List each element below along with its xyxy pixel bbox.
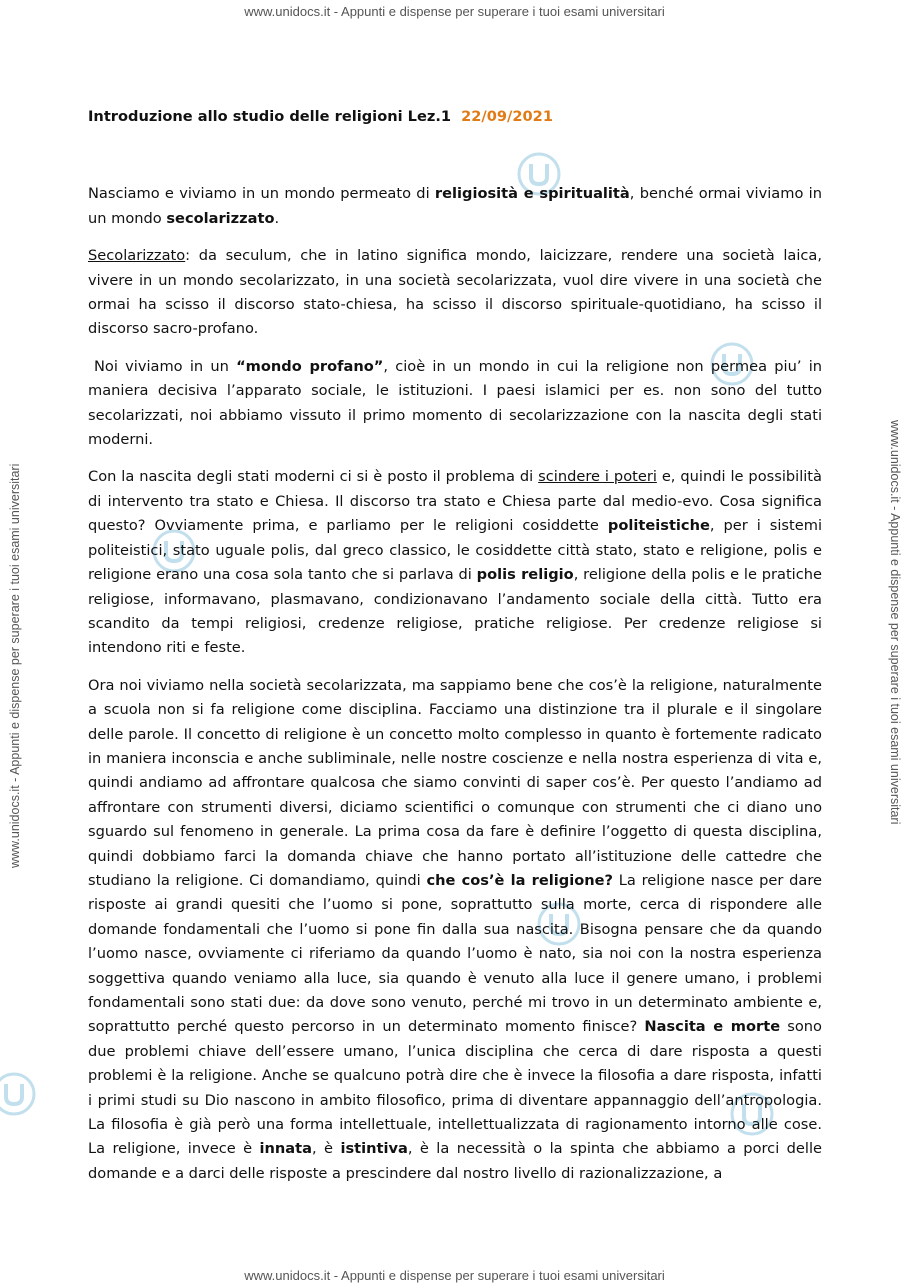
text-run: , religione della polis e le pratiche religiose, informavano, plasmavano, condizionavano l’andamento sociale della città. Tutto era scandito da tempi religiosi, credenze religiose, pratiche religiose. Per credenze religiose si intendono riti e feste. <box>88 566 822 657</box>
bold-run: politeistiche <box>607 517 710 535</box>
footer-banner: www.unidocs.it - Appunti e dispense per superare i tuoi esami universitari <box>244 1268 665 1283</box>
text-run: Ora noi viviamo nella società secolarizzata, ma sappiamo bene che cos’è la religione, naturalmente a scuola non si fa religione come disciplina. Facciamo una distinzione tra il plurale e il singolare delle parole. Il concetto di religione è un concetto molto complesso in quanto è fortemente radicato in maniera inconscia e anche subliminale, nelle nostre coscienze e nella nostra esperienza di vita e, quindi andiamo ad affrontare qualcosa che siamo convinti di saper cos’è. Per questo l’andiamo ad affrontare con strumenti diversi, diciamo scientifici o comunque con strumenti che ci diano uno sguardo sul fenomeno in generale. La prima cosa da fare è definire l’oggetto di questa disciplina, quindi dobbiamo farci la domanda chiave che hanno portato all’istituzione delle cattedre che studiano la religione. Ci domandiamo, quindi <box>88 676 822 889</box>
text-run: : da seculum, che in latino significa mondo, laicizzare, rendere una società laica, vivere in un mondo secolarizzato, in una società secolarizzata, vuol dire vivere in una società che ormai ha scisso il discorso stato-chiesa, ha scisso il discorso spirituale-quotidiano, ha scisso il discorso sacro-profano. <box>88 247 822 338</box>
bold-run: innata <box>259 1140 312 1158</box>
header-banner: www.unidocs.it - Appunti e dispense per superare i tuoi esami universitari <box>244 4 665 19</box>
bold-run: secolarizzato <box>166 209 275 227</box>
paragraph-2 <box>88 244 822 342</box>
bold-run: che cos’è la religione? <box>426 871 613 889</box>
text-run: , per i sistemi politeistici, stato uguale polis, dal greco classico, le cosiddette città stato, stato e religione, polis e religione erano una cosa sola tanto che si parlava di <box>88 517 822 584</box>
paragraph-3 <box>88 355 822 453</box>
text-run: Nasciamo e viviamo in un mondo permeato di <box>88 185 435 203</box>
bold-run: “mondo profano” <box>236 357 384 375</box>
side-banner-left: www.unidocs.it - Appunti e dispense per superare i tuoi esami universitari <box>8 463 22 868</box>
text-run: , cioè in un mondo in cui la religione non permea piu’ in maniera decisiva l’apparato sociale, le istituzioni. I paesi islamici per es. non sono del tutto secolarizzati, noi abbiamo vissuto il primo momento di secolarizzazione con la nascita degli stati moderni. <box>88 357 822 449</box>
title-date: 22/09/2021 <box>461 108 553 125</box>
text-run: La religione nasce per dare risposte ai grandi quesiti che l’uomo si pone, soprattutto sulla morte, cerca di rispondere alle domande fondamentali che l’uomo si pone fin dalla sua nascita. Bisogna pensare che da quando l’uomo nasce, ovviamente ci riferiamo da quando l’uomo è nato, sia noi con la nostra esperienza soggettiva quando veniamo alla luce, sia quando è venuto alla luce il genere umano, i problemi fondamentali sono stati due: da dove sono venuto, perché mi trovo in un determinato ambiente e, soprattutto perché questo percorso in un determinato momento finisce? <box>88 871 822 1036</box>
title-text: Introduzione allo studio delle religioni Lez.1 <box>88 108 452 125</box>
paragraph-5 <box>88 674 822 1187</box>
paragraph-1 <box>88 182 822 231</box>
bold-run: istintiva <box>340 1140 408 1158</box>
text-run: sono due problemi chiave dell’essere umano, l’unica disciplina che cerca di dare risposta a questi problemi è la religione. Anche se qualcuno potrà dire che è invece la filosofia a dare risposta, infatti i primi studi su Dio nascono in ambito filosofico, prima di diventare appannaggio dell’antropologia. La filosofia è già però una forma intellettuale, intellettualizzata di ragionamento intorno alle cose. La religione, invece è <box>88 1018 822 1158</box>
document-body <box>88 105 822 1199</box>
bold-run: religiosità e spiritualità <box>434 185 630 203</box>
underlined-run: Secolarizzato <box>88 247 186 265</box>
text-run: e, quindi le possibilità di intervento tra stato e Chiesa. Il discorso tra stato e Chiesa parte dal medio-evo. Cosa significa questo? Ovviamente prima, e parliamo per le religioni cosiddette <box>88 468 822 535</box>
side-banner-right: www.unidocs.it - Appunti e dispense per superare i tuoi esami universitari <box>888 420 902 825</box>
paragraph-4 <box>88 465 822 660</box>
text-run: , è la necessità o la spinta che abbiamo a porci delle domande e a darci delle risposte a prescindere dal nostro livello di razionalizzazione, a <box>88 1140 822 1182</box>
text-run: Noi viviamo in un <box>94 357 237 375</box>
text-run: , benché ormai viviamo in un mondo <box>88 185 822 227</box>
text-run: . <box>274 209 280 227</box>
text-run: , è <box>311 1140 341 1158</box>
watermark-logo-icon <box>0 1070 38 1118</box>
document-title <box>88 105 822 129</box>
bold-run: polis religio <box>476 566 574 584</box>
text-run: Con la nascita degli stati moderni ci si è posto il problema di <box>88 468 539 486</box>
bold-run: Nascita e morte <box>644 1018 781 1036</box>
underlined-run: scindere i poteri <box>538 468 657 486</box>
